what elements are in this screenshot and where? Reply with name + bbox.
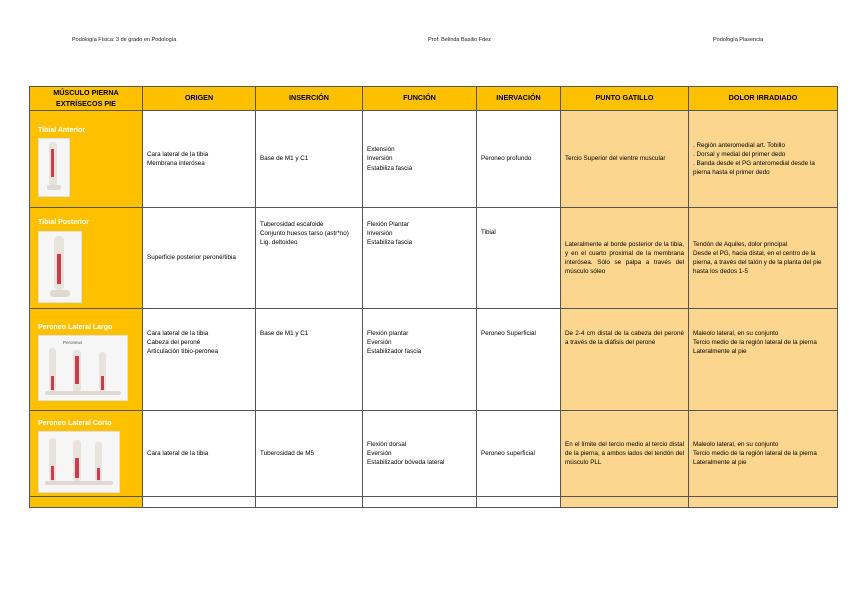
muscle-name: Peroneo Lateral Largo <box>38 323 113 331</box>
muscle-image <box>38 138 70 197</box>
dolor-line: . Región anteromedial art. Tobillo <box>693 141 785 149</box>
col-header-muscle: MÚSCULO PIERNA EXTRÍSECOS PIE <box>30 87 143 111</box>
funcion-line: Eversión <box>367 449 392 457</box>
origen-cell <box>143 111 256 208</box>
dolor-line: Tercio medio de la región lateral de la pierna <box>693 339 817 347</box>
funcion-line: Flexión Plantar <box>367 221 409 228</box>
table-row <box>30 309 838 411</box>
col-header-funcion: FUNCIÓN <box>363 87 477 111</box>
inervacion-cell: Peroneo profundo <box>477 111 561 208</box>
muscle-cell <box>30 309 143 411</box>
col-header-punto-gatillo: PUNTO GATILLO <box>561 87 689 111</box>
empty-cell <box>30 497 143 508</box>
empty-cell <box>363 497 477 508</box>
table-header-row <box>30 87 838 111</box>
muscle-image <box>38 231 82 303</box>
dolor-line: Tendón de Aquiles, dolor principal <box>693 240 788 248</box>
dolor-line: Maleolo lateral, en su conjunto <box>693 330 779 337</box>
insercion-cell <box>256 411 363 497</box>
dolor-irradiado-cell <box>689 208 838 309</box>
header-left-text: Podología Física: 3 de grado en Podología <box>72 37 177 43</box>
insercion-line: Tuberosidad de M5 <box>260 449 315 457</box>
image-caption: Peroneus <box>63 340 83 346</box>
insercion-cell <box>256 208 363 309</box>
col-header-dolor-irradiado: DOLOR IRRADIADO <box>689 87 838 111</box>
inervacion-cell: Peroneo superficial <box>477 411 561 497</box>
muscle-cell <box>30 411 143 497</box>
dolor-line: Desde el PG, hacia distal, en el centro de la pierna, a través del talón y de la planta del pie hasta los dedos 1-5 <box>693 249 822 276</box>
origen-line: Superficie posterior peroné/tibia <box>147 254 236 262</box>
funcion-line: Estabiliza fascia <box>367 239 413 247</box>
empty-cell <box>561 497 689 508</box>
funcion-line: Inversión <box>367 155 393 163</box>
dolor-line: . Banda desde el PG anteromedial desde la pierna hasta el primer dedo <box>693 160 815 177</box>
insercion-cell <box>256 309 363 411</box>
header-center-text: Prof: Belinda Basilio Fdez <box>428 37 491 43</box>
funcion-line: Estabilizador bóveda lateral <box>367 459 445 467</box>
funcion-cell <box>363 309 477 411</box>
insercion-line: Tuberosidad escafoide <box>260 221 324 228</box>
insercion-line: Conjunto huesos tarso (astr*no) <box>260 230 349 238</box>
muscle-name: Peroneo Lateral Corto <box>38 419 112 427</box>
muscle-name: Tibial Anterior <box>38 126 86 134</box>
muscle-cell <box>30 111 143 208</box>
punto-gatillo-cell: Lateralmente al borde posterior de la tibia, y en el cuarto proximal de la membrana interósea. Sólo se palpa a través del músculo sóleo <box>561 208 689 309</box>
funcion-line: Estabiliza fascia <box>367 164 413 172</box>
insercion-line: Base de M1 y C1 <box>260 330 309 337</box>
origen-line: Membrana interósea <box>147 160 205 167</box>
funcion-line: Extensión <box>367 146 395 154</box>
dolor-line: Lateralmente al pie <box>693 459 747 467</box>
funcion-cell <box>363 111 477 208</box>
funcion-line: Flexión dorsal <box>367 440 407 448</box>
muscle-name: Tibial Posterior <box>38 219 89 227</box>
dolor-irradiado-cell <box>689 309 838 411</box>
funcion-line: Estabilizador fascia <box>367 348 422 356</box>
table-row <box>30 111 838 208</box>
muscle-image <box>38 335 128 401</box>
table-row <box>30 208 838 309</box>
origen-cell <box>143 411 256 497</box>
punto-gatillo-cell: Tercio Superior del vientre muscular <box>561 111 689 208</box>
origen-line: Cara lateral de la tibia <box>147 150 209 158</box>
funcion-cell <box>363 411 477 497</box>
funcion-line: Flexión plantar <box>367 330 409 337</box>
insercion-line: Base de M1 y C1 <box>260 155 309 163</box>
origen-line: Cabeza del peroné <box>147 339 201 347</box>
empty-cell <box>477 497 561 508</box>
punto-gatillo-cell: En el límite del tercio medio al tercio distal de la pierna, a ambos lados del tendón del músculo PLL <box>561 411 689 497</box>
empty-cell <box>143 497 256 508</box>
col-header-origen: ORIGEN <box>143 87 256 111</box>
origen-line: Articulación tibio-peronea <box>147 348 219 356</box>
header-right-text: Podología Plasencia <box>713 37 764 43</box>
empty-cell <box>689 497 838 508</box>
dolor-line: Lateralmente al pie <box>693 348 747 356</box>
funcion-cell <box>363 208 477 309</box>
origen-cell <box>143 309 256 411</box>
funcion-line: Inversión <box>367 230 393 238</box>
col-header-inervacion: INERVACIÓN <box>477 87 561 111</box>
col-header-insercion: INSERCIÓN <box>256 87 363 111</box>
dolor-irradiado-cell <box>689 111 838 208</box>
insercion-line: Lig. deltoideo <box>260 239 298 247</box>
inervacion-cell: Tibial <box>477 208 561 309</box>
dolor-line: . Dorsal y medial del primer dedo <box>693 150 786 158</box>
inervacion-cell: Peroneo Superficial <box>477 309 561 411</box>
punto-gatillo-cell: De 2-4 cm distal de la cabeza del peroné a través de la diáfisis del peroné <box>561 309 689 411</box>
insercion-cell <box>256 111 363 208</box>
funcion-line: Eversión <box>367 339 392 347</box>
muscle-cell <box>30 208 143 309</box>
table-row-empty <box>30 497 838 508</box>
dolor-irradiado-cell <box>689 411 838 497</box>
muscle-table <box>29 86 838 508</box>
muscle-image <box>38 431 120 493</box>
dolor-line: Maleolo lateral, en su conjunto <box>693 440 779 448</box>
origen-line: Cara lateral de la tibia <box>147 449 209 457</box>
origen-line: Cara lateral de la tibia <box>147 330 209 337</box>
table-row <box>30 411 838 497</box>
dolor-line: Tercio medio de la región lateral de la pierna <box>693 449 817 457</box>
empty-cell <box>256 497 363 508</box>
origen-cell <box>143 208 256 309</box>
